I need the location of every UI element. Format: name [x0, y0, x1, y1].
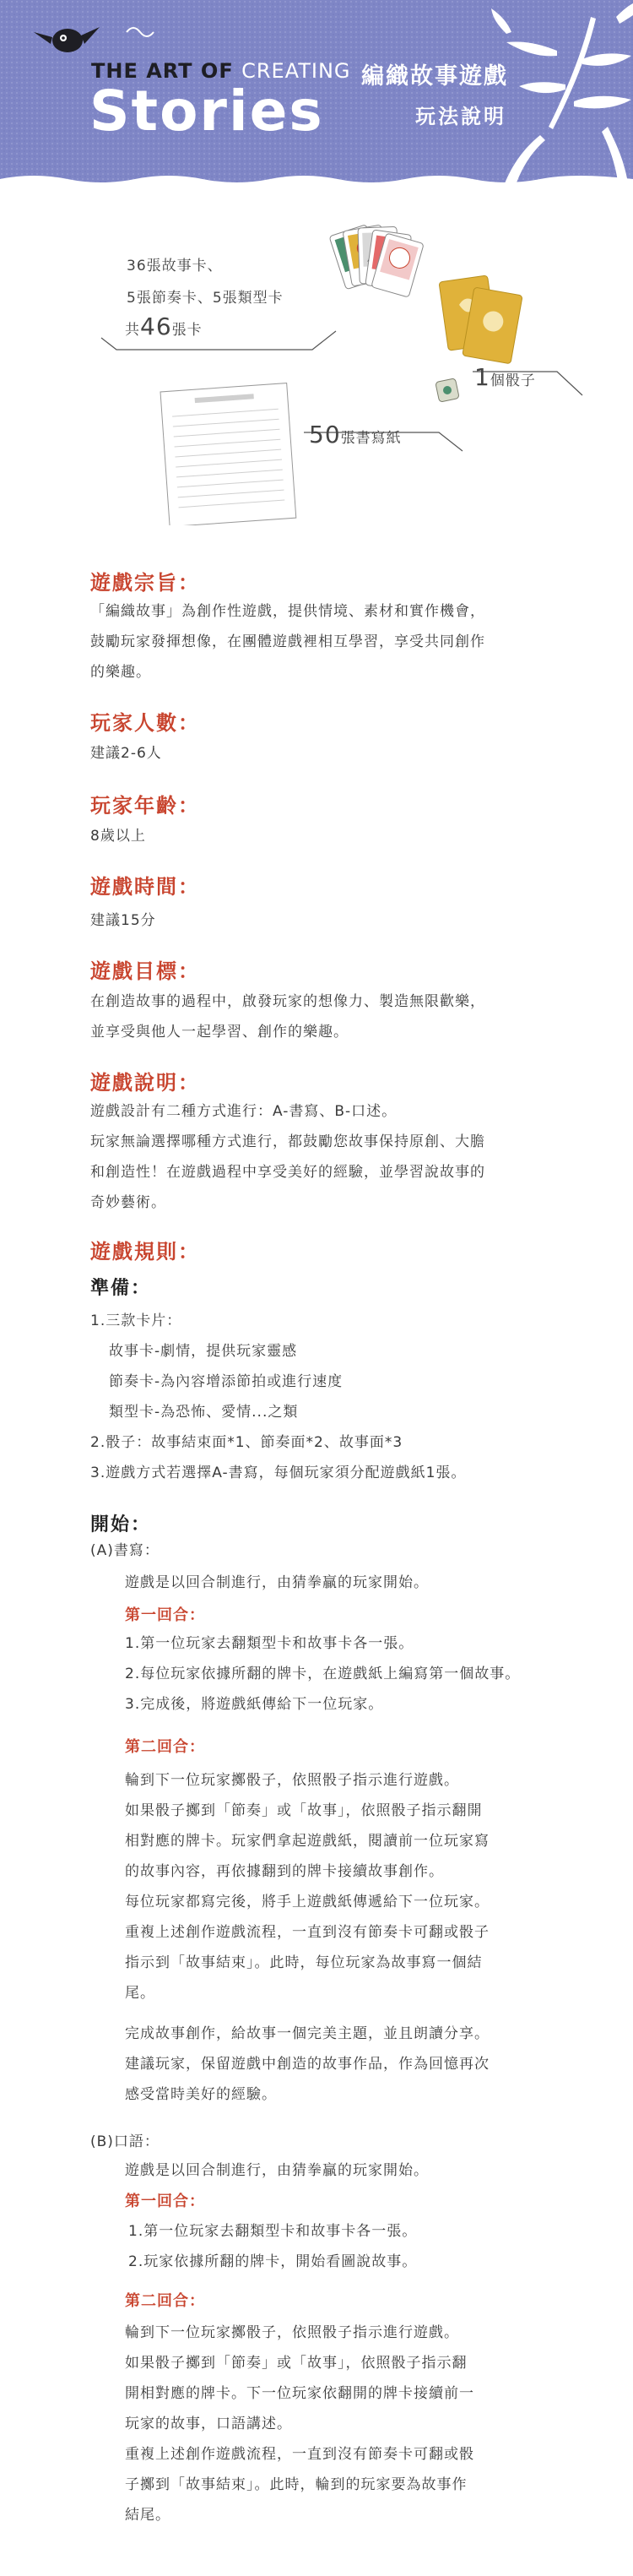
paper-count: [309, 421, 402, 448]
a-round2-line: 尾。: [125, 1985, 155, 2002]
start-title: 開始：: [90, 1514, 152, 1535]
a-round2-line: 相對應的牌卡。玩家們拿起遊戲紙，閱讀前一位玩家寫: [125, 1833, 490, 1850]
b-round2-line: 開相對應的牌卡。下一位玩家依翻開的牌卡接續前一: [125, 2385, 474, 2402]
cards-total: [125, 312, 203, 340]
prep-line: 故事卡-劇情，提供玩家靈感: [109, 1343, 298, 1360]
a-round2-line: 指示到「故事結束」。此時，每位玩家為故事寫一個結: [125, 1954, 483, 1971]
goal-line: 並享受與他人一起學習、創作的樂趣。: [90, 1024, 349, 1041]
prep-title: 準備：: [90, 1278, 152, 1299]
time-title: 遊戲時間：: [90, 875, 200, 899]
a-ending-line: 建議玩家，保留遊戲中創造的故事作品，作為回憶再次: [125, 2056, 490, 2073]
a-ending-body: [125, 2019, 490, 2110]
brand-the-art-of: THE ART OF: [91, 59, 234, 83]
b-round1-body: [128, 2216, 417, 2277]
a-round2-body: [125, 1765, 490, 2008]
cards-line-2: 5張節奏卡、5張類型卡: [127, 290, 284, 307]
a-round1-line: 1.第一位玩家去翻類型卡和故事卡各一張。: [125, 1635, 414, 1652]
a-label: (A)書寫：: [90, 1542, 160, 1559]
b-round1-line: 2.玩家依據所翻的牌卡，開始看圖說故事。: [128, 2253, 418, 2270]
prep-line: 類型卡-為恐怖、愛情...之類: [109, 1404, 299, 1421]
a-round2-line: 輪到下一位玩家擲骰子，依照骰子指示進行遊戲。: [125, 1772, 459, 1789]
cards-total-prefix: 共: [125, 322, 140, 339]
explain-line: 奇妙藝術。: [90, 1194, 166, 1211]
brand-stories: Stories: [89, 79, 324, 144]
goal-body: [90, 986, 485, 1047]
a-intro: 遊戲是以回合制進行，由猜拳贏的玩家開始。: [125, 1574, 429, 1591]
b-round2-line: 玩家的故事，口語講述。: [125, 2416, 292, 2432]
header-banner: [0, 0, 633, 187]
b-intro: 遊戲是以回合制進行，由猜拳贏的玩家開始。: [125, 2162, 429, 2179]
b-round2-title: 第二回合：: [125, 2292, 205, 2310]
a-round1-body: [125, 1628, 520, 1720]
explain-line: 玩家無論選擇哪種方式進行，都鼓勵您故事保持原創、大膽: [90, 1133, 485, 1150]
purpose-body: [90, 596, 485, 687]
goal-line: 在創造故事的過程中，啟發玩家的想像力、製造無限歡樂，: [90, 993, 485, 1010]
explain-title: 遊戲說明：: [90, 1071, 200, 1095]
age-title: 玩家年齡：: [90, 794, 200, 818]
page-subtitle: 玩法說明: [415, 105, 506, 128]
yellow-cards-icon: [439, 275, 522, 364]
b-round2-line: 輪到下一位玩家擲骰子，依照骰子指示進行遊戲。: [125, 2324, 459, 2341]
purpose-title: 遊戲宗旨：: [90, 571, 200, 595]
dice-count: [474, 363, 536, 391]
b-round2-line: 結尾。: [125, 2507, 170, 2524]
players-text: 建議2-6人: [90, 745, 162, 762]
purpose-line: 「編織故事」為創作性遊戲，提供情境、素材和實作機會，: [90, 603, 485, 620]
time-text: 建議15分: [90, 912, 156, 929]
a-round1-line: 2.每位玩家依據所翻的牌卡，在遊戲紙上編寫第一個故事。: [125, 1666, 521, 1682]
brand-creating: CREATING: [241, 59, 351, 83]
b-round2-line: 重複上述創作遊戲流程，一直到沒有節奏卡可翻或骰: [125, 2446, 474, 2463]
b-round2-line: 子擲到「故事結束」。此時，輪到的玩家要為故事作: [125, 2476, 468, 2493]
goal-title: 遊戲目標：: [90, 959, 200, 983]
b-round2-body: [125, 2318, 474, 2530]
explain-body: [90, 1096, 485, 1218]
a-round2-title: 第二回合：: [125, 1738, 205, 1756]
age-text: 8歲以上: [90, 828, 146, 845]
components-illustration: [0, 187, 633, 525]
paper-label: 張書寫紙: [340, 430, 402, 447]
a-ending-line: 感受當時美好的經驗。: [125, 2086, 277, 2103]
players-title: 玩家人數：: [90, 711, 200, 735]
a-round1-line: 3.完成後，將遊戲紙傳給下一位玩家。: [125, 1696, 384, 1713]
a-round2-line: 重複上述創作遊戲流程，一直到沒有節奏卡可翻或骰子: [125, 1924, 490, 1941]
writing-sheet-icon: [160, 383, 296, 525]
explain-line: 遊戲設計有二種方式進行：A-書寫、B-口述。: [90, 1103, 398, 1120]
a-round2-line: 如果骰子擲到「節奏」或「故事」，依照骰子指示翻開: [125, 1802, 483, 1819]
prep-line: 3.遊戲方式若選擇A-書寫，每個玩家須分配遊戲紙1張。: [90, 1465, 467, 1481]
b-round1-line: 1.第一位玩家去翻類型卡和故事卡各一張。: [128, 2223, 418, 2240]
card-fan-icon: [329, 225, 424, 297]
prep-line: 1.三款卡片：: [90, 1312, 182, 1329]
prep-body: [90, 1306, 466, 1488]
purpose-line: 的樂趣。: [90, 664, 151, 681]
paper-number: 50: [309, 421, 341, 448]
a-ending-line: 完成故事創作，給故事一個完美主題，並且朗讀分享。: [125, 2025, 490, 2042]
cards-line-1: 36張故事卡、: [127, 258, 223, 274]
dice-label: 個骰子: [490, 372, 536, 389]
prep-line: 節奏卡-為內容增添節拍或進行速度: [109, 1373, 344, 1390]
cards-total-number: 46: [140, 312, 172, 340]
a-round2-line: 每位玩家都寫完後，將手上遊戲紙傳遞給下一位玩家。: [125, 1894, 490, 1910]
dice-icon: [436, 378, 459, 402]
purpose-line: 鼓勵玩家發揮想像，在團體遊戲裡相互學習，享受共同創作: [90, 633, 485, 650]
page-title: 編織故事遊戲: [361, 63, 508, 90]
rules-title: 遊戲規則：: [90, 1240, 200, 1264]
prep-line: 2.骰子：故事結束面*1、節奏面*2、故事面*3: [90, 1434, 403, 1451]
explain-line: 和創造性！在遊戲過程中享受美好的經驗，並學習說故事的: [90, 1164, 485, 1181]
b-label: (B)口語：: [90, 2133, 160, 2150]
b-round2-line: 如果骰子擲到「節奏」或「故事」，依照骰子指示翻: [125, 2355, 468, 2372]
dice-number: 1: [474, 363, 490, 391]
a-round2-line: 的故事內容，再依據翻到的牌卡接續故事創作。: [125, 1863, 444, 1880]
a-round1-title: 第一回合：: [125, 1606, 205, 1624]
b-round1-title: 第一回合：: [125, 2193, 205, 2210]
cards-total-suffix: 張卡: [171, 322, 203, 339]
